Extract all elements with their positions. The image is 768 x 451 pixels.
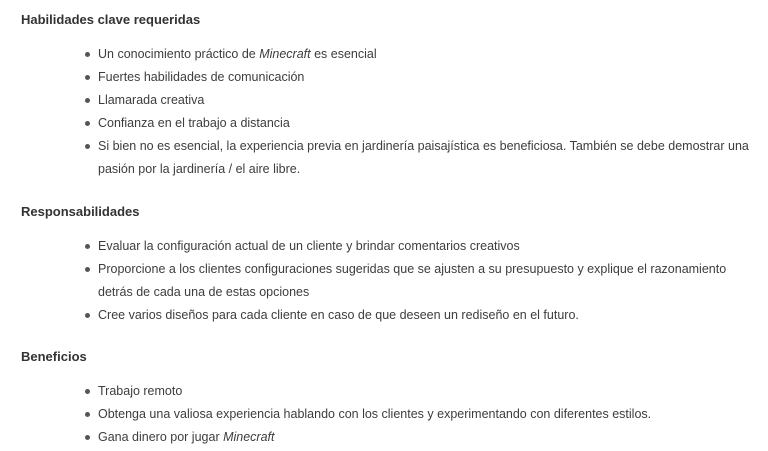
list-item (0, 135, 768, 181)
benefits-list (0, 380, 768, 449)
item-text: Obtenga una valiosa experiencia hablando con los clientes y experimentando con diferentes estilos. (98, 407, 652, 421)
list-item (0, 304, 768, 327)
item-text: Proporcione a los clientes configuraciones sugeridas que se ajusten a su presupuesto y explique el razonamiento detrás de cada una de estas opciones (98, 262, 727, 299)
item-text-before: Un conocimiento práctico de (98, 47, 260, 61)
item-text: Fuertes habilidades de comunicación (98, 70, 305, 84)
list-item (0, 43, 768, 66)
item-text-before: Gana dinero por jugar (98, 430, 224, 444)
responsibilities-heading: Responsabilidades (21, 204, 140, 219)
item-text-emphasis: Minecraft (259, 47, 311, 61)
item-text-after: es esencial (310, 47, 377, 61)
skills-list (0, 43, 768, 181)
list-item (0, 426, 768, 449)
list-item (0, 112, 768, 135)
item-text: Llamarada creativa (98, 93, 205, 107)
item-text: Evaluar la configuración actual de un cliente y brindar comentarios creativos (98, 239, 520, 253)
list-item (0, 258, 768, 304)
list-item (0, 66, 768, 89)
list-item (0, 235, 768, 258)
item-text: Trabajo remoto (98, 384, 183, 398)
item-text: Confianza en el trabajo a distancia (98, 116, 290, 130)
item-text: Cree varios diseños para cada cliente en caso de que deseen un rediseño en el futuro. (98, 308, 579, 322)
item-text-emphasis: Minecraft (223, 430, 275, 444)
skills-heading: Habilidades clave requeridas (21, 12, 201, 27)
list-item (0, 89, 768, 112)
item-text: Si bien no es esencial, la experiencia previa en jardinería paisajística es beneficiosa. También se debe demostrar una pasión por la jardinería / el aire libre. (98, 139, 749, 176)
list-item (0, 403, 768, 426)
responsibilities-list (0, 235, 768, 327)
benefits-heading: Beneficios (21, 349, 87, 364)
list-item (0, 380, 768, 403)
